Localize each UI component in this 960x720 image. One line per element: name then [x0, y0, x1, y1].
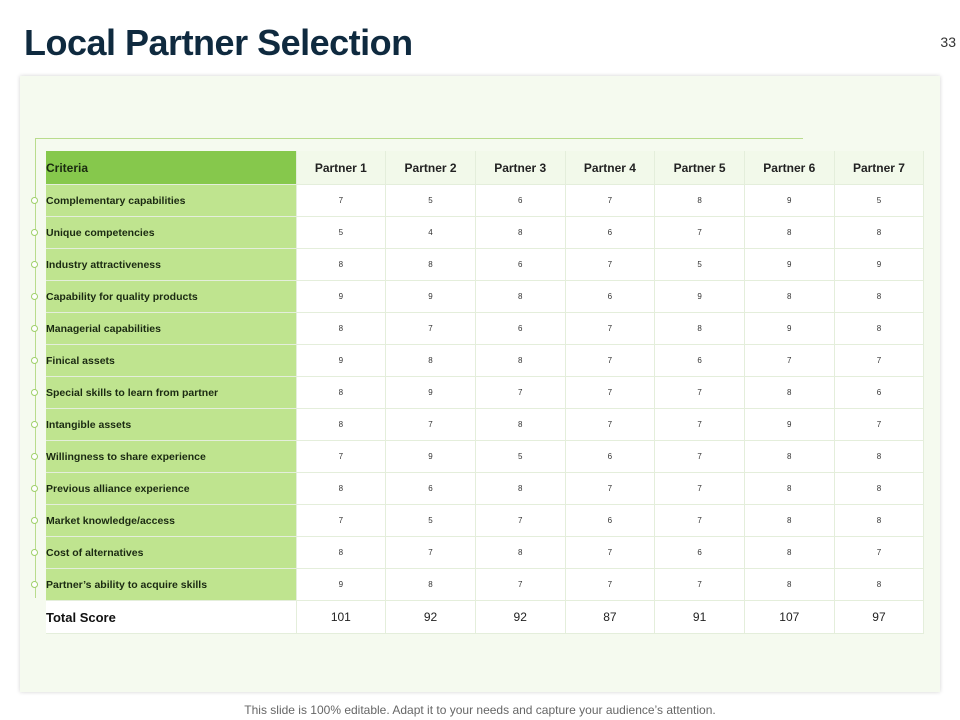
total-score-value: 92	[475, 601, 565, 634]
score-cell: 6	[834, 377, 924, 409]
bullet-dot	[31, 325, 38, 332]
score-cell: 6	[565, 505, 655, 537]
score-cell: 7	[565, 569, 655, 601]
score-cell: 7	[565, 409, 655, 441]
accent-line-horizontal	[35, 138, 803, 139]
score-cell: 8	[744, 537, 834, 569]
total-score-value: 97	[834, 601, 924, 634]
table-row	[46, 409, 924, 441]
table-row	[46, 345, 924, 377]
partner-header: Partner 1	[296, 151, 386, 185]
score-cell: 8	[475, 537, 565, 569]
score-cell: 8	[744, 441, 834, 473]
score-cell: 7	[565, 313, 655, 345]
criteria-cell: Unique competencies	[46, 217, 296, 249]
table-row	[46, 441, 924, 473]
score-cell: 8	[386, 249, 476, 281]
score-cell: 8	[475, 473, 565, 505]
table-row	[46, 249, 924, 281]
score-cell: 5	[386, 185, 476, 217]
bullet-dot	[31, 357, 38, 364]
accent-line-vertical	[35, 138, 36, 598]
score-cell: 8	[296, 377, 386, 409]
score-cell: 7	[655, 505, 745, 537]
partner-header: Partner 5	[655, 151, 745, 185]
score-cell: 8	[744, 377, 834, 409]
bullet-dot	[31, 581, 38, 588]
score-cell: 8	[296, 409, 386, 441]
score-cell: 7	[565, 473, 655, 505]
score-cell: 7	[475, 377, 565, 409]
score-cell: 7	[744, 345, 834, 377]
score-cell: 9	[296, 569, 386, 601]
criteria-cell: Industry attractiveness	[46, 249, 296, 281]
score-cell: 7	[834, 345, 924, 377]
partner-selection-table	[46, 151, 924, 634]
score-cell: 8	[655, 185, 745, 217]
score-cell: 8	[744, 281, 834, 313]
score-cell: 6	[655, 537, 745, 569]
score-cell: 7	[296, 441, 386, 473]
total-score-label: Total Score	[46, 601, 296, 634]
score-cell: 8	[386, 569, 476, 601]
score-cell: 8	[744, 569, 834, 601]
score-cell: 7	[475, 505, 565, 537]
score-cell: 7	[655, 569, 745, 601]
score-cell: 5	[834, 185, 924, 217]
score-cell: 6	[565, 217, 655, 249]
score-cell: 7	[296, 505, 386, 537]
score-cell: 8	[296, 473, 386, 505]
criteria-cell: Finical assets	[46, 345, 296, 377]
bullet-dot	[31, 197, 38, 204]
slide-number: 33	[940, 34, 956, 50]
slide-title: Local Partner Selection	[24, 22, 413, 63]
partner-header: Partner 4	[565, 151, 655, 185]
criteria-cell: Market knowledge/access	[46, 505, 296, 537]
criteria-cell: Complementary capabilities	[46, 185, 296, 217]
score-cell: 8	[744, 217, 834, 249]
table-row	[46, 569, 924, 601]
partner-header: Partner 7	[834, 151, 924, 185]
table-row	[46, 505, 924, 537]
score-cell: 8	[834, 505, 924, 537]
partner-header: Partner 6	[744, 151, 834, 185]
score-cell: 5	[296, 217, 386, 249]
score-cell: 7	[655, 409, 745, 441]
partner-header: Partner 2	[386, 151, 476, 185]
score-cell: 9	[655, 281, 745, 313]
bullet-dot	[31, 485, 38, 492]
score-cell: 7	[386, 537, 476, 569]
bullet-dot	[31, 261, 38, 268]
score-cell: 8	[834, 473, 924, 505]
table-row	[46, 217, 924, 249]
score-cell: 8	[834, 569, 924, 601]
score-cell: 7	[655, 473, 745, 505]
score-cell: 9	[744, 185, 834, 217]
score-cell: 8	[296, 313, 386, 345]
table-row	[46, 185, 924, 217]
score-cell: 7	[565, 537, 655, 569]
score-cell: 5	[655, 249, 745, 281]
bullet-dot	[31, 293, 38, 300]
score-cell: 9	[386, 441, 476, 473]
score-cell: 8	[834, 313, 924, 345]
table-row	[46, 377, 924, 409]
bullet-dot	[31, 421, 38, 428]
score-cell: 7	[386, 409, 476, 441]
score-cell: 8	[655, 313, 745, 345]
score-cell: 6	[655, 345, 745, 377]
criteria-cell: Previous alliance experience	[46, 473, 296, 505]
score-cell: 9	[296, 345, 386, 377]
score-cell: 8	[834, 441, 924, 473]
score-cell: 8	[834, 281, 924, 313]
criteria-cell: Partner’s ability to acquire skills	[46, 569, 296, 601]
score-cell: 6	[565, 441, 655, 473]
score-cell: 6	[386, 473, 476, 505]
total-score-value: 91	[655, 601, 745, 634]
score-cell: 8	[475, 217, 565, 249]
score-cell: 6	[475, 313, 565, 345]
score-cell: 9	[744, 409, 834, 441]
score-cell: 6	[565, 281, 655, 313]
total-score-value: 107	[744, 601, 834, 634]
bullet-dot	[31, 229, 38, 236]
score-cell: 8	[744, 505, 834, 537]
total-score-value: 92	[386, 601, 476, 634]
score-cell: 9	[834, 249, 924, 281]
total-score-value: 101	[296, 601, 386, 634]
footer-note: This slide is 100% editable. Adapt it to your needs and capture your audience’s attention.	[244, 703, 716, 717]
criteria-cell: Managerial capabilities	[46, 313, 296, 345]
table-row	[46, 473, 924, 505]
score-cell: 7	[475, 569, 565, 601]
criteria-cell: Special skills to learn from partner	[46, 377, 296, 409]
score-cell: 5	[386, 505, 476, 537]
score-cell: 7	[565, 377, 655, 409]
total-score-row	[46, 601, 924, 634]
score-cell: 8	[475, 345, 565, 377]
score-cell: 9	[386, 377, 476, 409]
score-cell: 9	[744, 249, 834, 281]
score-cell: 7	[565, 185, 655, 217]
score-cell: 8	[744, 473, 834, 505]
table-row	[46, 281, 924, 313]
score-cell: 8	[296, 537, 386, 569]
bullet-dot	[31, 389, 38, 396]
criteria-header: Criteria	[46, 151, 296, 185]
table-row	[46, 537, 924, 569]
bullet-dot	[31, 549, 38, 556]
criteria-cell: Capability for quality products	[46, 281, 296, 313]
score-cell: 4	[386, 217, 476, 249]
score-cell: 8	[475, 281, 565, 313]
score-cell: 7	[386, 313, 476, 345]
criteria-cell: Willingness to share experience	[46, 441, 296, 473]
criteria-cell: Intangible assets	[46, 409, 296, 441]
bullet-dot	[31, 453, 38, 460]
score-cell: 6	[475, 249, 565, 281]
score-cell: 8	[296, 249, 386, 281]
criteria-cell: Cost of alternatives	[46, 537, 296, 569]
table-row	[46, 313, 924, 345]
score-cell: 5	[475, 441, 565, 473]
score-cell: 9	[744, 313, 834, 345]
bullet-dot	[31, 517, 38, 524]
score-cell: 8	[386, 345, 476, 377]
table-header-row	[46, 151, 924, 185]
score-cell: 7	[655, 217, 745, 249]
score-cell: 8	[475, 409, 565, 441]
score-cell: 7	[655, 441, 745, 473]
score-cell: 7	[565, 249, 655, 281]
score-cell: 7	[565, 345, 655, 377]
score-cell: 6	[475, 185, 565, 217]
score-cell: 9	[296, 281, 386, 313]
score-cell: 7	[655, 377, 745, 409]
score-cell: 9	[386, 281, 476, 313]
score-cell: 8	[834, 217, 924, 249]
score-cell: 7	[296, 185, 386, 217]
total-score-value: 87	[565, 601, 655, 634]
score-cell: 7	[834, 409, 924, 441]
partner-header: Partner 3	[475, 151, 565, 185]
score-cell: 7	[834, 537, 924, 569]
